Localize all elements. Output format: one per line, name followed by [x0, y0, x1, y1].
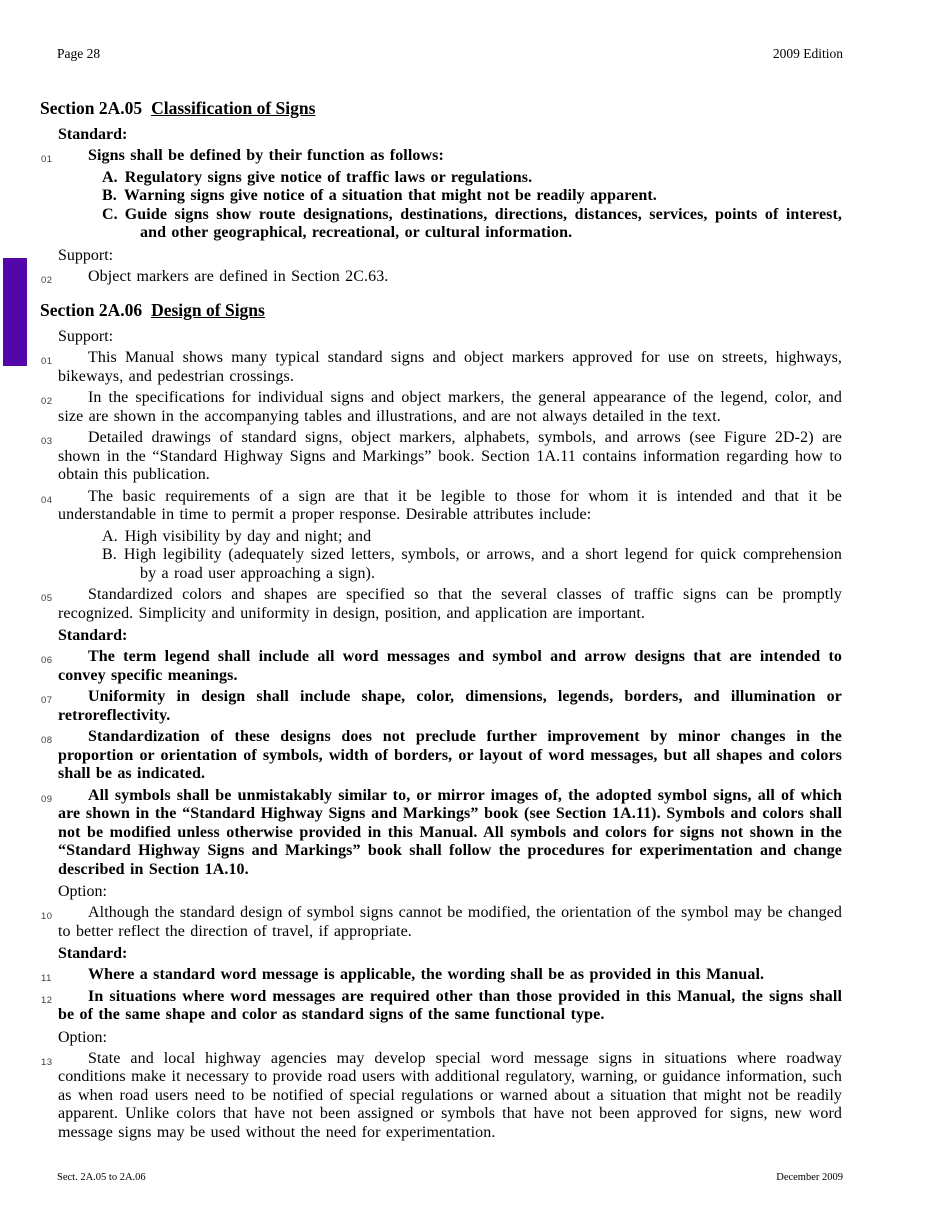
list-item-text: Warning signs give notice of a situation that might not be readily apparent. — [123, 187, 657, 204]
support-label: Support: — [58, 246, 114, 264]
list-2a06-04 — [102, 528, 842, 584]
list-item-label: A. — [102, 168, 118, 186]
paragraph-2a06-05 — [41, 586, 842, 623]
section-heading-2a06 — [40, 300, 842, 321]
list-item — [102, 528, 842, 547]
paragraph-text: Object markers are defined in Section 2C.63. — [88, 267, 389, 285]
paragraph-number: 05 — [41, 593, 53, 604]
paragraph-2a06-06 — [41, 648, 842, 685]
paragraph-2a06-03 — [41, 429, 842, 485]
standard-label: Standard: — [58, 945, 128, 962]
list-item-text: High visibility by day and night; and — [124, 527, 372, 545]
edition-label: 2009 Edition — [772, 46, 843, 61]
paragraph-text: In situations where word messages are required other than those provided in this Manual, the signs shall be of the same shape and color as standard signs of the same functional type. — [58, 987, 842, 1023]
paragraph-number: 01 — [41, 154, 53, 165]
list-item-label: B. — [102, 546, 117, 563]
paragraph-2a06-12 — [41, 987, 842, 1025]
paragraph-number: 08 — [41, 735, 53, 746]
paragraph-text: This Manual shows many typical standard signs and object markers approved for use on streets, highways, bikeways, and pedestrian crossings. — [58, 349, 842, 385]
page-header — [57, 46, 843, 62]
paragraph-text: The term legend shall include all word messages and symbol and arrow designs that are intended to convey specific meanings. — [58, 648, 842, 684]
paragraph-2a06-13 — [41, 1049, 842, 1143]
section-title: Classification of Signs — [151, 98, 316, 118]
paragraph-text: State and local highway agencies may develop special word message signs in situations where roadway conditions make it necessary to provide road users with additional regulatory, warning, or guidance information, such as when road users need to be notified of special regulations or warned about a situation that might not be readily apparent. Unlike colors that have not been assigned or symbols that have not been approved for signs, new word message signs may be used without the need for experimentation. — [58, 1049, 842, 1141]
paragraph-number: 09 — [41, 793, 53, 805]
paragraph-number: 04 — [41, 494, 53, 506]
paragraph-text: In the specifications for individual signs and object markers, the general appearance of the legend, color, and size are shown in the accompanying tables and illustrations, and are not always detailed in the text. — [58, 389, 842, 425]
paragraph-number: 13 — [41, 1056, 53, 1068]
paragraph-text: Standardized colors and shapes are specified so that the several classes of traffic signs can be promptly recognized. Simplicity and uniformity in design, position, and application are important. — [58, 586, 842, 622]
paragraph-number: 11 — [41, 973, 52, 984]
list-item — [102, 206, 842, 243]
footer-date: December 2009 — [776, 1172, 843, 1183]
list-item — [102, 169, 842, 188]
list-item-label: A. — [102, 527, 118, 545]
page-number: Page 28 — [57, 46, 101, 61]
section-number: Section 2A.05 — [40, 98, 143, 118]
paragraph-number: 10 — [41, 911, 53, 922]
section-heading-2a05 — [40, 98, 842, 119]
list-item — [102, 187, 842, 206]
list-item-text: Regulatory signs give notice of traffic laws or regulations. — [124, 168, 533, 186]
standard-label: Standard: — [58, 627, 128, 644]
option-label: Option: — [58, 1028, 107, 1046]
paragraph-number: 02 — [41, 274, 53, 286]
section-number: Section 2A.06 — [40, 300, 143, 320]
list-2a05 — [102, 169, 842, 243]
support-label: Support: — [58, 328, 114, 345]
paragraph-text: Where a standard word message is applicable, the wording shall be as provided in this Manual. — [88, 966, 765, 983]
paragraph-text: Although the standard design of symbol signs cannot be modified, the orientation of the symbol may be changed to better reflect the direction of travel, if appropriate. — [58, 904, 842, 940]
footer-section-range: Sect. 2A.05 to 2A.06 — [57, 1172, 146, 1183]
paragraph-2a06-07 — [41, 688, 842, 725]
page-content — [0, 84, 952, 1145]
list-item-label: C. — [102, 205, 118, 223]
list-item — [102, 546, 842, 583]
paragraph-text: Signs shall be defined by their function as follows: — [88, 147, 444, 164]
paragraph-2a06-08 — [41, 728, 842, 784]
paragraph-text: All symbols shall be unmistakably similar to, or mirror images of, the adopted symbol signs, all of which are shown in the “Standard Highway Signs and Markings” book (see Section 1A.11). Symbols and colors shall not be modified unless otherwise provided in this Manual. All symbols and colors for signs not shown in the “Standard Highway Signs and Markings” book shall follow the procedures for experimentation and change described in Section 1A.10. — [58, 786, 842, 878]
paragraph-2a06-02 — [41, 389, 842, 426]
paragraph-2a06-11 — [41, 966, 842, 985]
paragraph-2a06-10 — [41, 904, 842, 941]
paragraph-number: 02 — [41, 396, 53, 407]
paragraph-text: Detailed drawings of standard signs, object markers, alphabets, symbols, and arrows (see Figure 2D-2) are shown in the “Standard Highway Signs and Markings” book. Section 1A.11 contains information regarding how to obtain this publication. — [58, 429, 842, 483]
list-item-text: Guide signs show route designations, destinations, directions, distances, services, points of interest, and other geographical, recreational, or cultural information. — [124, 205, 842, 241]
paragraph-number: 07 — [41, 695, 53, 706]
paragraph-text: Uniformity in design shall include shape, color, dimensions, legends, borders, and illumination or retroreflectivity. — [58, 688, 842, 724]
section-title: Design of Signs — [151, 300, 265, 320]
paragraph-2a06-04 — [41, 487, 842, 525]
option-label: Option: — [58, 883, 107, 900]
paragraph-text: Standardization of these designs does not preclude further improvement by minor changes in the proportion or orientation of symbols, width of borders, or layout of word messages, but all shapes and colors shall be as indicated. — [58, 728, 842, 782]
paragraph-number: 01 — [41, 356, 53, 367]
page-footer — [57, 1172, 843, 1183]
paragraph-2a06-01 — [41, 349, 842, 386]
list-item-text: High legibility (adequately sized letters, symbols, or arrows, and a short legend for quick comprehension by a road user approaching a sign). — [123, 546, 842, 582]
paragraph-2a05-01 — [41, 147, 842, 166]
paragraph-number: 03 — [41, 436, 53, 447]
paragraph-2a06-09 — [41, 786, 842, 880]
standard-label: Standard: — [58, 126, 128, 143]
list-item-label: B. — [102, 187, 117, 204]
paragraph-number: 06 — [41, 655, 53, 666]
paragraph-2a05-02 — [41, 267, 842, 287]
paragraph-number: 12 — [41, 994, 53, 1006]
paragraph-text: The basic requirements of a sign are that it be legible to those for whom it is intended and that it be understandable in time to permit a proper response. Desirable attributes include: — [58, 487, 842, 523]
